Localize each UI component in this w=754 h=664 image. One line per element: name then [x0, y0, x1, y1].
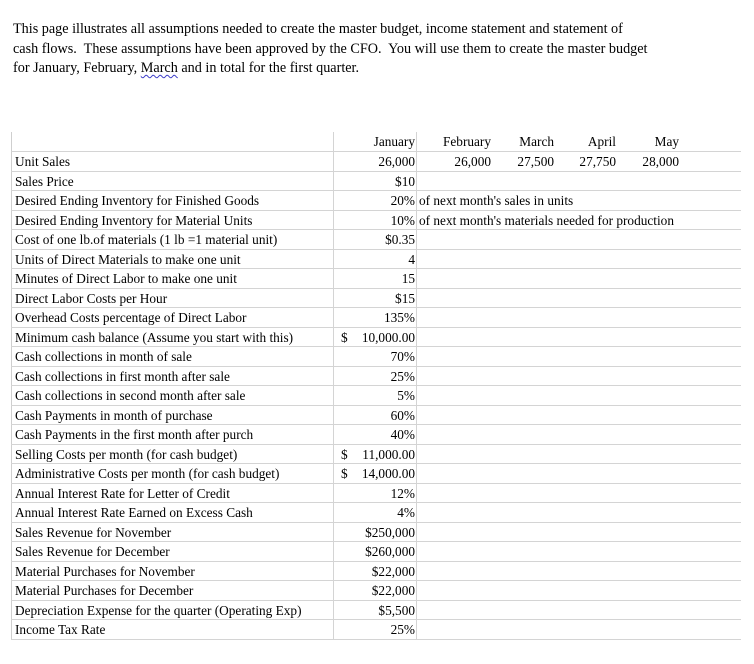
row-label[interactable]: Minutes of Direct Labor to make one unit	[15, 271, 237, 286]
table-row	[11, 249, 741, 269]
currency-symbol: $	[341, 466, 348, 481]
value-cell[interactable]: $15	[395, 290, 415, 306]
row-label[interactable]: Cash collections in first month after sale	[15, 368, 230, 384]
row-label[interactable]: Desired Ending Inventory for Finished Goods	[15, 193, 260, 208]
row-label[interactable]: Income Tax Rate	[15, 622, 106, 637]
table-row	[11, 229, 741, 249]
table-row	[11, 210, 741, 230]
value-cell[interactable]: $22,000	[371, 563, 415, 579]
value-cell[interactable]	[336, 445, 415, 464]
amount: 11,000.00	[362, 446, 415, 462]
value-cell[interactable]: 70%	[390, 349, 415, 364]
value-cell[interactable]: $0.35	[385, 232, 415, 247]
value-cell[interactable]: 4%	[397, 505, 415, 520]
table-row	[11, 151, 741, 171]
value-cell[interactable]: 27,500	[517, 154, 554, 169]
value-cell[interactable]	[336, 464, 415, 483]
value-cell[interactable]	[336, 328, 415, 347]
value-cell[interactable]: 40%	[390, 427, 415, 442]
header-march[interactable]: March	[519, 134, 554, 149]
amount: 14,000.00	[361, 466, 415, 481]
header-may[interactable]: May	[654, 134, 679, 149]
value-cell[interactable]: 25%	[390, 368, 415, 384]
table-row	[11, 385, 741, 405]
table-row	[11, 327, 741, 347]
table-row	[11, 346, 741, 366]
table-row	[11, 268, 741, 288]
table-row	[11, 171, 741, 191]
header-april[interactable]: April	[587, 134, 616, 149]
header-row	[11, 132, 741, 152]
value-cell[interactable]: 10%	[390, 212, 415, 228]
intro-paragraph	[13, 20, 751, 79]
intro-line-1: This page illustrates all assumptions needed to create the master budget, income statement and statement of	[13, 21, 623, 37]
table-row	[11, 580, 741, 600]
value-cell[interactable]: $260,000	[365, 544, 415, 559]
table-row	[11, 541, 741, 561]
value-cell[interactable]: $5,500	[378, 602, 415, 618]
table-row	[11, 366, 741, 386]
row-label[interactable]: Administrative Costs per month (for cash budget)	[15, 466, 280, 481]
amount: 10,000.00	[361, 329, 415, 345]
table-row	[11, 502, 741, 522]
value-cell[interactable]: 135%	[383, 310, 415, 325]
header-february[interactable]: February	[443, 134, 491, 149]
table-row	[11, 600, 741, 620]
value-cell[interactable]: $10	[395, 173, 415, 189]
intro-line-3-start: for January, February,	[13, 60, 141, 76]
value-cell[interactable]: 25%	[390, 622, 415, 637]
row-label[interactable]: Selling Costs per month (for cash budget)	[15, 446, 238, 462]
table-row	[11, 444, 741, 464]
value-cell[interactable]: 4	[408, 251, 415, 267]
value-cell[interactable]: 27,750	[579, 154, 616, 169]
row-label[interactable]: Cash collections in second month after sale	[15, 388, 246, 403]
row-label[interactable]: Cash Payments in the first month after purch	[15, 427, 254, 442]
row-label[interactable]: Material Purchases for November	[15, 563, 195, 579]
row-label[interactable]: Cost of one lb.of materials (1 lb =1 material unit)	[15, 232, 278, 247]
spellcheck-flagged-word[interactable]: March	[140, 60, 178, 76]
currency-symbol: $	[341, 329, 348, 345]
value-cell[interactable]: 26,000	[378, 154, 415, 169]
row-label[interactable]: Annual Interest Rate Earned on Excess Cash	[15, 505, 253, 520]
table-row	[11, 190, 741, 210]
row-label[interactable]: Direct Labor Costs per Hour	[15, 290, 168, 306]
table-row	[11, 561, 741, 581]
value-cell[interactable]: 15	[401, 271, 415, 286]
row-label[interactable]: Minimum cash balance (Assume you start with this)	[15, 329, 294, 345]
intro-line-3-end: and in total for the first quarter.	[177, 60, 360, 76]
row-label[interactable]: Depreciation Expense for the quarter (Operating Exp)	[15, 602, 302, 618]
table-row	[11, 424, 741, 444]
value-cell[interactable]: 60%	[390, 407, 415, 423]
row-label[interactable]: Sales Revenue for December	[15, 544, 170, 559]
row-label[interactable]: Unit Sales	[15, 154, 71, 169]
value-cell[interactable]: 20%	[390, 193, 415, 208]
row-label[interactable]: Sales Price	[15, 173, 74, 189]
table-row	[11, 463, 741, 483]
table-row	[11, 483, 741, 503]
value-cell[interactable]: 5%	[397, 388, 415, 403]
intro-line-2: cash flows. These assumptions have been approved by the CFO. You will use them to create the master budget	[13, 40, 648, 57]
row-note[interactable]: of next month's materials needed for production	[419, 212, 674, 228]
value-cell[interactable]: 26,000	[454, 154, 491, 169]
row-label[interactable]: Overhead Costs percentage of Direct Labor	[15, 310, 247, 325]
row-label[interactable]: Units of Direct Materials to make one unit	[15, 251, 241, 267]
value-cell[interactable]: $250,000	[365, 524, 415, 540]
gridline	[11, 639, 741, 640]
header-january[interactable]: January	[373, 134, 415, 149]
table-row	[11, 405, 741, 425]
value-cell[interactable]: 12%	[390, 485, 415, 501]
row-label[interactable]: Sales Revenue for November	[15, 524, 172, 540]
row-label[interactable]: Desired Ending Inventory for Material Units	[15, 212, 253, 228]
table-row	[11, 522, 741, 542]
row-label[interactable]: Cash collections in month of sale	[15, 349, 192, 364]
table-row	[11, 288, 741, 308]
row-label[interactable]: Annual Interest Rate for Letter of Credit	[15, 485, 230, 501]
assumptions-sheet	[11, 132, 741, 640]
table-row	[11, 619, 741, 639]
row-label[interactable]: Material Purchases for December	[15, 583, 194, 598]
currency-symbol: $	[341, 446, 348, 462]
value-cell[interactable]: 28,000	[642, 154, 679, 169]
table-row	[11, 307, 741, 327]
row-note[interactable]: of next month's sales in units	[419, 193, 574, 208]
row-label[interactable]: Cash Payments in month of purchase	[15, 407, 213, 423]
value-cell[interactable]: $22,000	[371, 583, 415, 598]
